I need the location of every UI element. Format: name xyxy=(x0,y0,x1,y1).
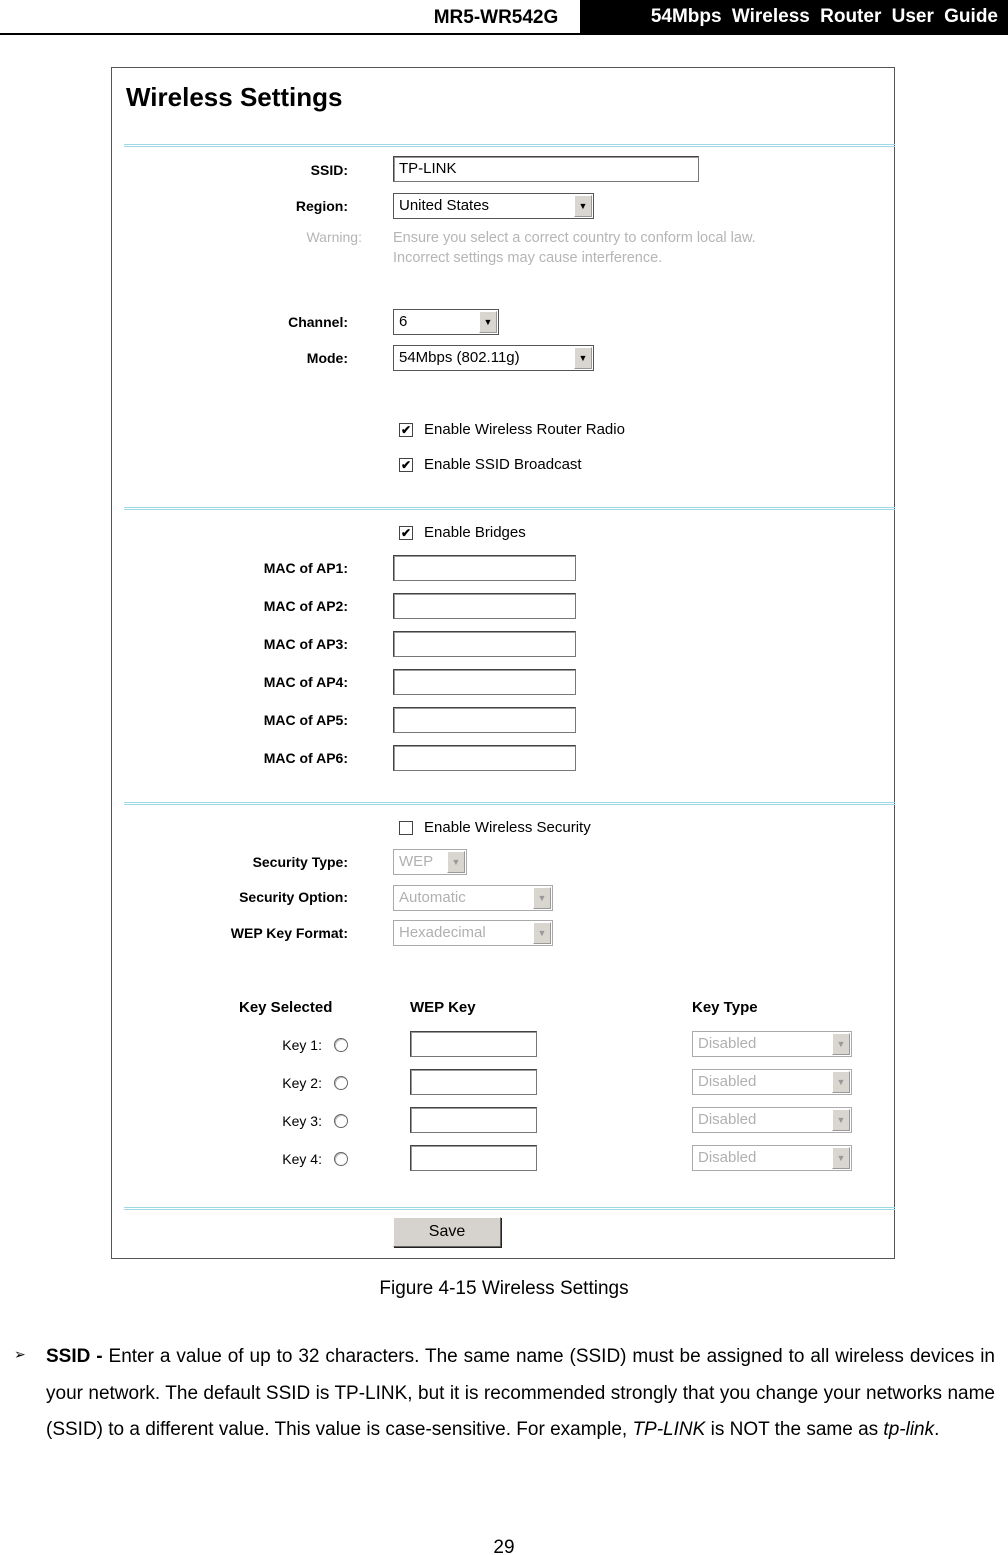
section-divider xyxy=(124,144,895,147)
mac-ap6-label: MAC of AP6: xyxy=(263,750,348,766)
mac-ap4-label: MAC of AP4: xyxy=(263,674,348,690)
warning-line-1: Ensure you select a correct country to conform local law. xyxy=(393,230,756,246)
key2-label: Key 2: xyxy=(282,1075,322,1091)
page-title: Wireless Settings xyxy=(126,82,343,112)
chevron-down-icon: ▼ xyxy=(832,1071,850,1093)
key2-type-select[interactable] xyxy=(692,1069,852,1095)
enable-security-checkbox[interactable] xyxy=(399,821,413,835)
section-divider xyxy=(124,1207,895,1210)
chevron-down-icon: ▼ xyxy=(479,311,497,333)
enable-radio-checkbox[interactable]: ✔ xyxy=(400,423,412,437)
ssid-text-1: Enter a value of up to 32 characters. The same name (SSID) must be assigned to all wireless devices in your network. The default SSID is TP-LINK, but it is recommended strongly that you change your networks name (SSID) to a different value. This value is case-sensitive. For example, xyxy=(46,1346,995,1440)
header-rule xyxy=(0,33,1008,35)
security-option-value: Automatic xyxy=(399,889,466,906)
wireless-settings-screenshot xyxy=(111,67,895,1259)
key2-type-value: Disabled xyxy=(698,1073,757,1090)
key1-radio[interactable] xyxy=(334,1038,348,1052)
ssid-text-3: . xyxy=(934,1419,940,1440)
mac-ap3-input[interactable] xyxy=(393,631,576,657)
chevron-down-icon: ▼ xyxy=(533,922,551,944)
enable-radio-label: Enable Wireless Router Radio xyxy=(424,421,625,438)
figure-caption: Figure 4-15 Wireless Settings xyxy=(379,1278,629,1299)
key3-input[interactable] xyxy=(410,1107,537,1133)
chevron-down-icon: ▼ xyxy=(533,887,551,909)
section-divider xyxy=(124,802,895,805)
key3-type-select[interactable] xyxy=(692,1107,852,1133)
ssid-text-2: is NOT the same as xyxy=(705,1419,884,1440)
channel-value: 6 xyxy=(399,313,408,330)
key3-radio[interactable] xyxy=(334,1114,348,1128)
enable-security-label: Enable Wireless Security xyxy=(424,819,591,836)
mode-value: 54Mbps (802.11g) xyxy=(399,349,520,366)
chevron-down-icon: ▼ xyxy=(574,195,592,217)
key4-type-select[interactable] xyxy=(692,1145,852,1171)
chevron-down-icon: ▼ xyxy=(832,1147,850,1169)
key4-type-value: Disabled xyxy=(698,1149,757,1166)
chevron-down-icon: ▼ xyxy=(574,347,592,369)
region-select[interactable] xyxy=(393,193,594,219)
wep-key-format-value: Hexadecimal xyxy=(399,924,486,941)
key4-radio[interactable] xyxy=(334,1152,348,1166)
ssid-term: SSID - xyxy=(46,1346,103,1367)
key1-input[interactable] xyxy=(410,1031,537,1057)
security-type-select[interactable] xyxy=(393,849,467,875)
mac-ap1-input[interactable] xyxy=(393,555,576,581)
ssid-label: SSID: xyxy=(310,162,348,178)
mode-label: Mode: xyxy=(306,350,348,366)
warning-line-2: Incorrect settings may cause interference. xyxy=(393,250,663,266)
wep-key-format-select[interactable] xyxy=(393,920,553,946)
mac-ap2-label: MAC of AP2: xyxy=(263,598,348,614)
enable-ssid-broadcast-checkbox[interactable]: ✔ xyxy=(400,458,412,472)
mac-ap2-input[interactable] xyxy=(393,593,576,619)
key3-type-value: Disabled xyxy=(698,1111,757,1128)
key1-type-value: Disabled xyxy=(698,1035,757,1052)
save-button[interactable]: Save xyxy=(393,1217,501,1247)
channel-label: Channel: xyxy=(288,314,348,330)
security-option-label: Security Option: xyxy=(239,889,348,905)
col-key-type: Key Type xyxy=(692,999,758,1016)
mac-ap3-label: MAC of AP3: xyxy=(263,636,348,652)
key4-label: Key 4: xyxy=(282,1151,322,1167)
mac-ap6-input[interactable] xyxy=(393,745,576,771)
ssid-input[interactable]: TP-LINK xyxy=(393,156,699,182)
ssid-example-2: tp-link xyxy=(883,1419,935,1440)
enable-bridges-label: Enable Bridges xyxy=(424,524,526,541)
wep-key-format-label: WEP Key Format: xyxy=(230,925,348,941)
header-guide-title: 54Mbps Wireless Router User Guide xyxy=(580,0,1008,34)
mac-ap4-input[interactable] xyxy=(393,669,576,695)
col-wep-key: WEP Key xyxy=(410,999,476,1016)
chevron-down-icon: ▼ xyxy=(447,851,465,873)
page-number: 29 xyxy=(493,1537,515,1555)
channel-select[interactable] xyxy=(393,309,499,335)
security-option-select[interactable] xyxy=(393,885,553,911)
section-divider xyxy=(124,507,895,510)
chevron-down-icon: ▼ xyxy=(832,1033,850,1055)
enable-ssid-broadcast-label: Enable SSID Broadcast xyxy=(424,456,582,473)
security-type-label: Security Type: xyxy=(252,854,348,870)
ssid-example-1: TP-LINK xyxy=(632,1419,706,1440)
key1-type-select[interactable] xyxy=(692,1031,852,1057)
security-type-value: WEP xyxy=(399,853,434,870)
key2-radio[interactable] xyxy=(334,1076,348,1090)
mac-ap5-label: MAC of AP5: xyxy=(263,712,348,728)
warning-text xyxy=(393,228,756,268)
warning-label: Warning: xyxy=(306,229,362,245)
ssid-description xyxy=(46,1339,995,1449)
bullet-arrow-icon: ➢ xyxy=(14,1346,26,1362)
mac-ap1-label: MAC of AP1: xyxy=(263,560,348,576)
key1-label: Key 1: xyxy=(282,1037,322,1053)
key4-input[interactable] xyxy=(410,1145,537,1171)
enable-bridges-checkbox[interactable]: ✔ xyxy=(400,526,412,540)
mode-select[interactable] xyxy=(393,345,594,371)
region-value: United States xyxy=(399,197,490,214)
region-label: Region: xyxy=(295,198,348,214)
col-key-selected: Key Selected xyxy=(239,999,333,1016)
mac-ap5-input[interactable] xyxy=(393,707,576,733)
key2-input[interactable] xyxy=(410,1069,537,1095)
header-model: MR5-WR542G xyxy=(433,7,559,28)
chevron-down-icon: ▼ xyxy=(832,1109,850,1131)
key3-label: Key 3: xyxy=(282,1113,322,1129)
